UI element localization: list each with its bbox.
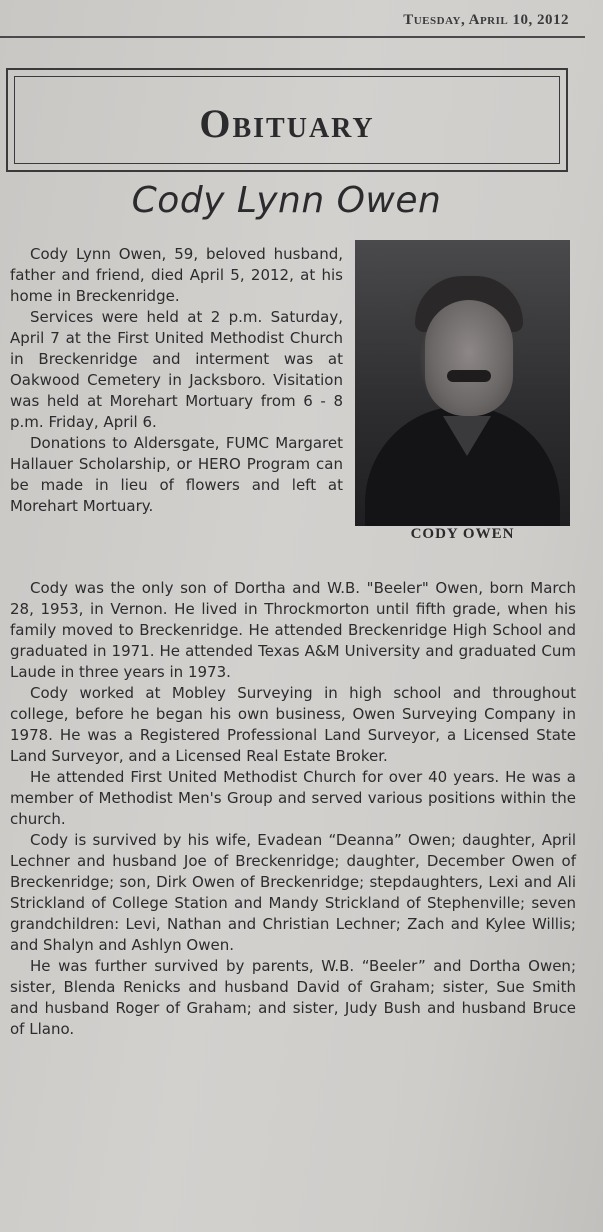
photo-face	[425, 300, 513, 416]
section-title: Obituary	[199, 101, 375, 146]
paragraph-death-notice: Cody Lynn Owen, 59, beloved husband, father and friend, died April 5, 2012, at his home in Breckenridge.	[10, 245, 343, 305]
photo-caption: CODY OWEN	[410, 526, 515, 542]
paragraph-church: He attended First United Methodist Church for over 40 years. He was a member of Methodist Men's Group and served various positions within the church.	[10, 768, 576, 828]
paragraph-biography: Cody was the only son of Dortha and W.B. "Beeler" Owen, born March 28, 1953, in Vernon. He lived in Throckmorton until fifth grade, when his family moved to Breckenridge. He attended Breckenridge High School and graduated in 1971. He attended Texas A&M University and graduated Cum Laude in three years in 1973.	[10, 579, 576, 681]
paragraph-services: Services were held at 2 p.m. Saturday, April 7 at the First United Methodist Church in Breckenridge and interment was at Oakwood Cemetery in Jacksboro. Visitation was held at Morehart Mortuary from 6 - 8 p.m. Friday, April 6.	[10, 308, 343, 431]
portrait-photo	[355, 240, 570, 526]
paragraph-survivors: Cody is survived by his wife, Evadean “Deanna” Owen; daughter, April Lechner and husband Joe of Breckenridge; daughter, December Owen of Breckenridge; son, Dirk Owen of Breckenridge; stepdaughters, Lexi and Ali Strickland of College Station and Mandy Strickland of Stephenville; seven grandchildren: Levi, Nathan and Christian Lechner; Zach and Kylee Willis; and Shalyn and Ashlyn Owen.	[10, 831, 576, 954]
paragraph-career: Cody worked at Mobley Surveying in high school and throughout college, before he began his own business, Owen Surveying Company in 1978. He was a Registered Professional Land Surveyor, a Licensed State Land Surveyor, and a Licensed Real Estate Broker.	[10, 684, 576, 765]
paragraph-donations: Donations to Aldersgate, FUMC Margaret Hallauer Scholarship, or HERO Program can be made in lieu of flowers and left at Morehart Mortuary.	[10, 434, 343, 515]
narrow-column	[10, 244, 343, 517]
obituary-headline: Cody Lynn Owen	[131, 180, 442, 221]
section-banner	[6, 68, 568, 172]
top-rule	[0, 36, 585, 38]
paragraph-further-survivors: He was further survived by parents, W.B. “Beeler” and Dortha Owen; sister, Blenda Renicks and husband David of Graham; sister, Sue Smith and husband Roger of Graham; and sister, Judy Bush and husband Bruce of Llano.	[10, 957, 576, 1038]
photo-mustache	[447, 370, 491, 382]
wide-column	[10, 578, 576, 1040]
dateline: Tuesday, April 10, 2012	[403, 12, 569, 28]
